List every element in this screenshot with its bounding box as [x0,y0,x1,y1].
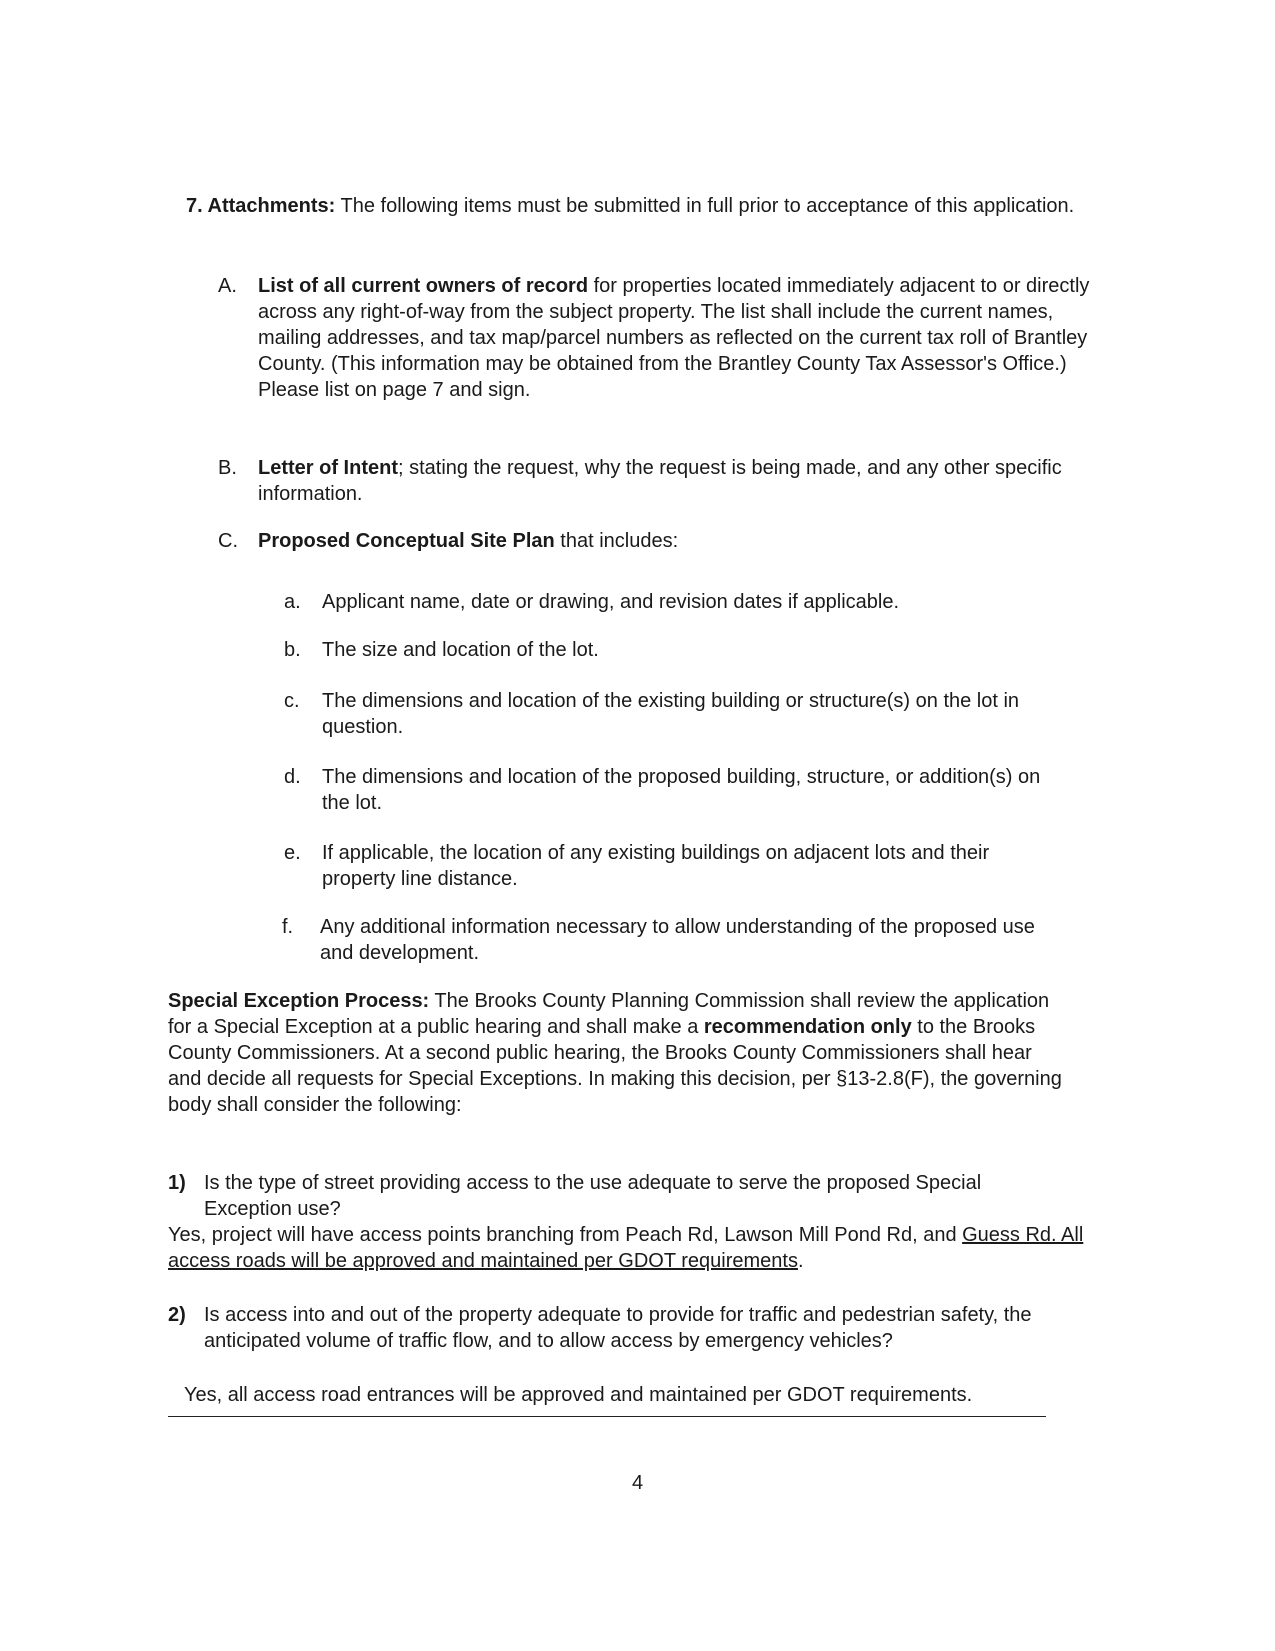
item-title: Letter of Intent [258,457,398,479]
subitem-label: a. [284,591,301,613]
item-label: A. [218,275,237,297]
site-plan-subitem-e [284,840,1064,892]
item-text: ; stating the request, why the request is being made, and any other specific information. [258,457,1062,505]
recommendation-only-emphasis: recommendation only [703,1016,912,1038]
attachments-section [186,193,1086,219]
item-text: for properties located immediately adjacent to or directly across any right-of-way from the subject property. The list shall include the current names, mailing addresses, and tax map/parcel numbers as reflected on the current tax roll of Brantley County. (This information may be obtained from the Brantley County Tax Assessor's Office.) Please list on page 7 and sign. [258,275,1090,401]
subitem-label: c. [284,690,300,712]
question-label: 1) [168,1172,186,1194]
attachments-intro: The following items must be submitted in full prior to acceptance of this application. [335,195,1075,217]
subitem-text: The size and location of the lot. [322,639,599,661]
site-plan-subitem-a [284,589,1064,615]
answer-2: Yes, all access road entrances will be approved and maintained per GDOT requirements. [184,1384,973,1406]
answer-underline [168,1416,1046,1417]
page-number: 4 [631,1472,644,1494]
site-plan-subitem-d [284,764,1064,816]
subitem-label: e. [284,842,301,864]
special-exception-process [168,988,1068,1118]
item-label: B. [218,457,237,479]
subitem-text: Applicant name, date or drawing, and revision dates if applicable. [322,591,900,613]
site-plan-subitem-c [284,688,1064,740]
special-exception-text: The Brooks County Planning Commission shall review the application for a Special Exception at a public hearing and shall make a [168,990,1050,1038]
attachment-item-b [218,455,1098,507]
attachment-item-c [218,528,1098,554]
item-text: that includes: [554,530,679,552]
subitem-label: f. [282,916,294,938]
answer-text: Yes, project will have access points branching from Peach Rd, Lawson Mill Pond Rd, and [168,1224,963,1246]
subitem-label: d. [284,766,301,788]
item-title: List of all current owners of record [258,275,589,297]
site-plan-subitem-b [284,637,1064,663]
answer-period: . [797,1250,804,1272]
attachments-heading: 7. Attachments: [186,195,336,217]
subitem-text: If applicable, the location of any existing buildings on adjacent lots and their property line distance. [322,842,990,890]
special-exception-text-continued: to the Brooks County Commissioners. At a second public hearing, the Brooks County Commissioners shall hear and decide all requests for Special Exceptions. In making this decision, per §13-2.8(F), the governing body shall consider the following: [168,1016,1062,1116]
attachment-item-a [218,273,1098,403]
subitem-text: Any additional information necessary to allow understanding of the proposed use and development. [320,916,1035,964]
site-plan-subitem-f [282,914,1062,966]
answer-1 [168,1222,1088,1274]
question-label: 2) [168,1304,186,1326]
question-text: Is access into and out of the property adequate to provide for traffic and pedestrian safety, the anticipated volume of traffic flow, and to allow access by emergency vehicles? [204,1304,1032,1352]
subitem-label: b. [284,639,301,661]
special-exception-heading: Special Exception Process: [168,990,430,1012]
subitem-text: The dimensions and location of the existing building or structure(s) on the lot in question. [322,690,1020,738]
question-text: Is the type of street providing access to the use adequate to serve the proposed Special Exception use? [204,1172,982,1220]
subitem-text: The dimensions and location of the proposed building, structure, or addition(s) on the lot. [322,766,1041,814]
question-1 [168,1170,1068,1222]
item-title: Proposed Conceptual Site Plan [258,530,555,552]
question-2 [168,1302,1068,1354]
answer-underlined-text: Guess Rd. All access roads will be approved and maintained per GDOT requirements [168,1224,1084,1272]
item-label: C. [218,530,238,552]
